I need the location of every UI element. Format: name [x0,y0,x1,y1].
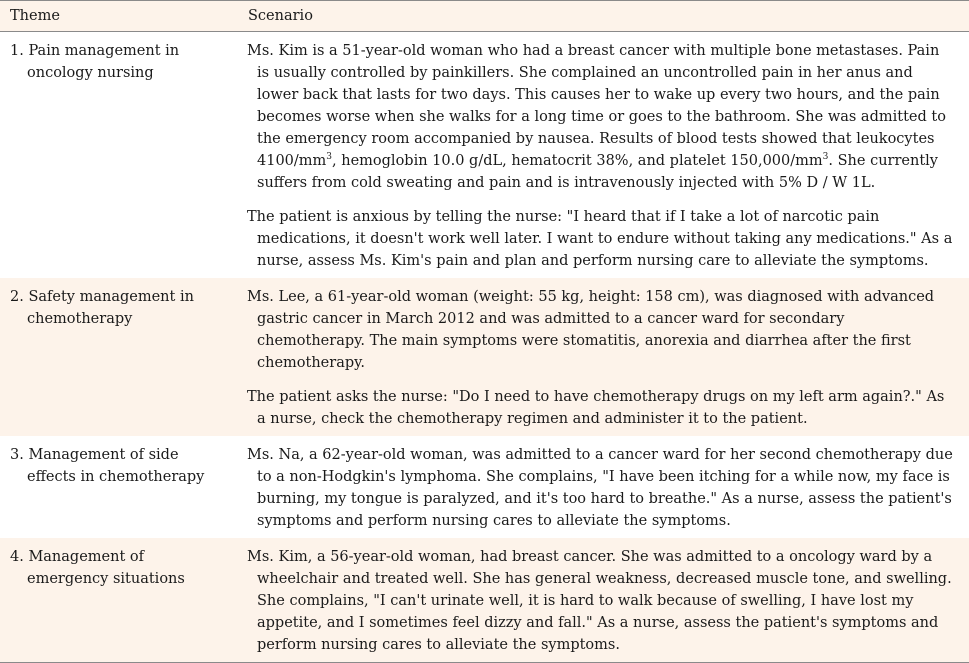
scenario-paragraph [247,40,953,194]
scenario-text: . She currently suffers from cold sweating and pain and is intravenously injected with 5% D / W 1L. [257,153,938,191]
table-row [0,538,969,663]
theme-column-header: Theme [0,1,238,32]
scenario-paragraph: The patient asks the nurse: "Do I need to have chemotherapy drugs on my left arm again?." As a nurse, check the chemotherapy regimen and administer it to the patient. [247,389,945,427]
superscript: 3 [326,152,333,162]
theme-cell [0,538,238,663]
theme-cell [0,278,238,436]
table-row [0,436,969,538]
scenario-cell [238,538,969,663]
scenario-paragraph: Ms. Kim, a 56-year-old woman, had breast cancer. She was admitted to a oncology ward by a wheelchair and treated well. She has general weakness, decreased muscle tone, and swelling. She complains, "I can't urinate well, it is hard to walk because of swelling, I have lost my appetite, and I sometimes feel dizzy and fall." As a nurse, assess the patient's symptoms and perform nursing cares to alleviate the symptoms. [247,549,952,653]
scenario-text: , hemoglobin 10.0 g/dL, hematocrit 38%, and platelet 150,000/mm [332,153,823,169]
scenario-text: Ms. Kim is a 51-year-old woman who had a breast cancer with multiple bone metastases. Pain is usually controlled by painkillers. She complained an uncontrolled pain in her anus and lower back that lasts for two days. This causes her to wake up every two hours, and the pain becomes worse when she walks for a long time or goes to the bathroom. She was admitted to the emergency room accompanied by nausea. Results of blood tests showed that leukocytes 4100/mm [247,43,946,169]
scenario-cell [238,278,969,436]
scenario-column-header: Scenario [238,1,969,32]
theme-text: 2. Safety management in chemotherapy [10,289,194,327]
scenario-paragraph: Ms. Na, a 62-year-old woman, was admitted to a cancer ward for her second chemotherapy due to a non-Hodgkin's lymphoma. She complains, "I have been itching for a while now, my face is burning, my tongue is paralyzed, and it's too hard to breathe." As a nurse, assess the patient's symptoms and perform nursing cares to alleviate the symptoms. [247,447,953,529]
theme-text: 4. Management of emergency situations [10,549,185,587]
theme-cell [0,436,238,538]
theme-text: 3. Management of side effects in chemotherapy [10,447,205,485]
superscript: 3 [822,152,829,162]
theme-cell [0,32,238,279]
scenario-cell [238,32,969,279]
theme-text: 1. Pain management in oncology nursing [10,43,180,81]
scenario-cell [238,436,969,538]
table-row [0,278,969,436]
table-row [0,32,969,279]
scenario-paragraph: The patient is anxious by telling the nurse: "I heard that if I take a lot of narcotic pain medications, it doesn't work well later. I want to endure without taking any medications." As a nurse, assess Ms. Kim's pain and plan and perform nursing care to alleviate the symptoms. [247,209,953,269]
scenario-paragraph: Ms. Lee, a 61-year-old woman (weight: 55 kg, height: 158 cm), was diagnosed with advanced gastric cancer in March 2012 and was admitted to a cancer ward for secondary chemotherapy. The main symptoms were stomatitis, anorexia and diarrhea after the first chemotherapy. [247,289,935,371]
header-row [0,1,969,32]
